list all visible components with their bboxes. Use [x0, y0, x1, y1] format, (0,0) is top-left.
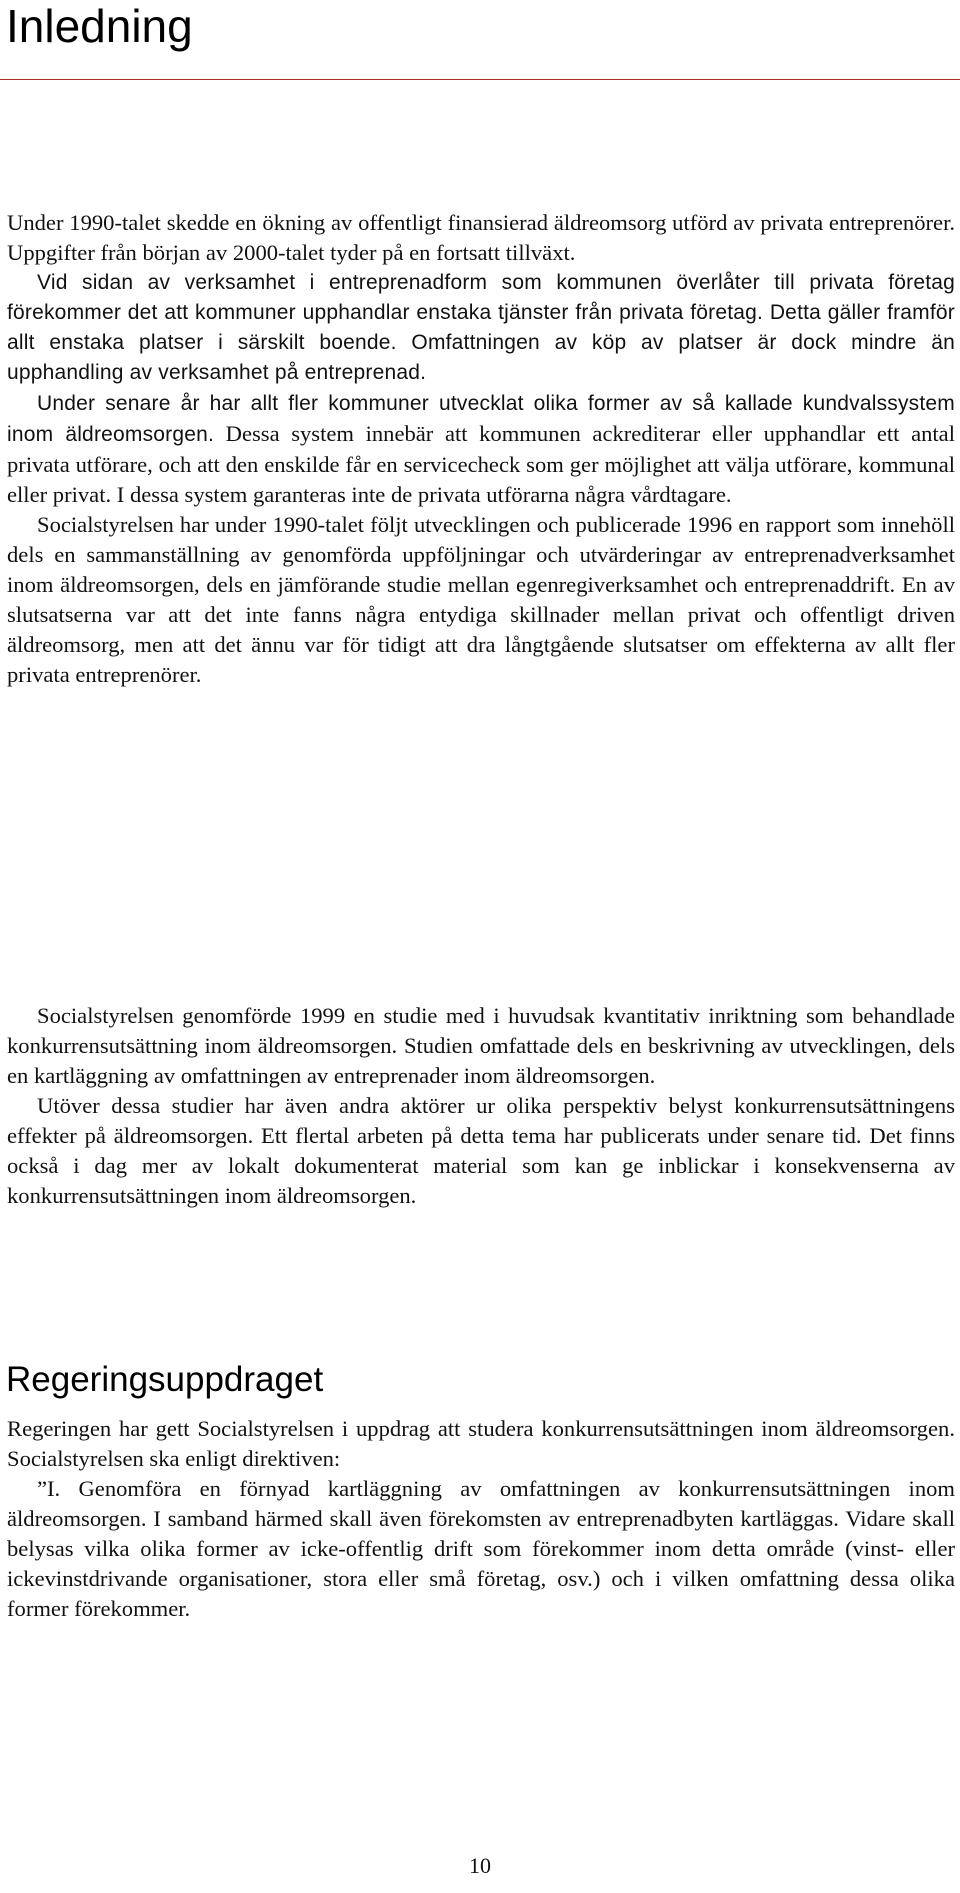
subsection-heading: Regeringsuppdraget	[6, 1360, 324, 1399]
paragraph-5: Socialstyrelsen genomförde 1999 en studie med i huvudsak kvantitativ inriktning som behandlade konkurrensutsättning inom äldreomsorgen. Studien omfattade dels en beskrivning av utvecklingen, dels en kartläggning av omfattningen av entreprenader inom äldreomsorgen.	[7, 1003, 955, 1088]
paragraph-1: Under 1990-talet skedde en ökning av offentligt finansierad äldreomsorg utförd av privata entreprenörer. Uppgifter från början av 2000-talet tyder på en fortsatt tillväxt.	[7, 210, 955, 265]
paragraph-6: Utöver dessa studier har även andra aktörer ur olika perspektiv belyst konkurrensutsättningens effekter på äldreomsorgen. Ett flertal arbeten på detta tema har publicerats under senare tid. Det finns också i dag mer av lokalt dokumenterat material som kan ge inblickar i konsekvenserna av konkurrensutsättningen inom äldreomsorgen.	[7, 1093, 955, 1208]
assignment-intro: Regeringen har gett Socialstyrelsen i uppdrag att studera konkurrensutsättningen inom äldreomsorgen. Socialstyrelsen ska enligt direktiven:	[7, 1416, 955, 1471]
paragraph-2: Vid sidan av verksamhet i entreprenadform som kommunen överlåter till privata företag förekommer det att kommuner upphandlar enstaka tjänster från privata företag. Detta gäller framför allt enstaka platser i särskilt boende. Omfattningen av köp av platser är dock mindre än upphandling av verksamhet på entreprenad.	[7, 271, 955, 384]
paragraph-3-part-a: Under senare år har allt fler kommuner utvecklat olika former av så kallade kundvalssystem inom äldreomsorgen.	[7, 392, 955, 446]
introduction-text	[7, 208, 955, 690]
paragraph-4: Socialstyrelsen har under 1990-talet följt utvecklingen och publicerade 1996 en rapport som innehöll dels en sammanställning av genomförda uppföljningar och utvärderingar av entreprenadverksamhet inom äldreomsorgen, dels en jämförande studie mellan egenregiverksamhet och entreprenaddrift. En av slutsatserna var att det inte fanns några entydiga skillnader mellan privat och offentligt driven äldreomsorg, men att det ännu var för tidigt att dra långtgående slutsatser om effekterna av allt fler privata entreprenörer.	[7, 512, 955, 687]
section-heading: Inledning	[6, 0, 193, 52]
page-number: 10	[469, 1853, 491, 1878]
assignment-directive: ”I. Genomföra en förnyad kartläggning av omfattningen av konkurrensutsättningen inom äldreomsorgen. I samband härmed skall även förekomsten av entreprenadbyten kartläggas. Vidare skall belysas vilka olika former av icke-offentlig drift som förekommer inom detta område (vinst- eller ickevinstdrivande organisationer, stora eller små företag, osv.) och i vilken omfattning dessa olika former förekommer.	[7, 1476, 955, 1621]
heading-divider	[0, 79, 960, 80]
paragraph-3	[7, 388, 955, 510]
paragraph-3-part-b: Dessa system innebär att kommunen ackrediterar eller upphandlar ett antal privata utförare, och att den enskilde får en servicecheck som ger möjlighet att välja utförare, kommunal eller privat. I dessa system garanteras inte de privata utförarna några vårdtagare.	[7, 421, 955, 507]
assignment-text	[7, 1414, 955, 1624]
introduction-text-continued	[7, 1001, 955, 1211]
